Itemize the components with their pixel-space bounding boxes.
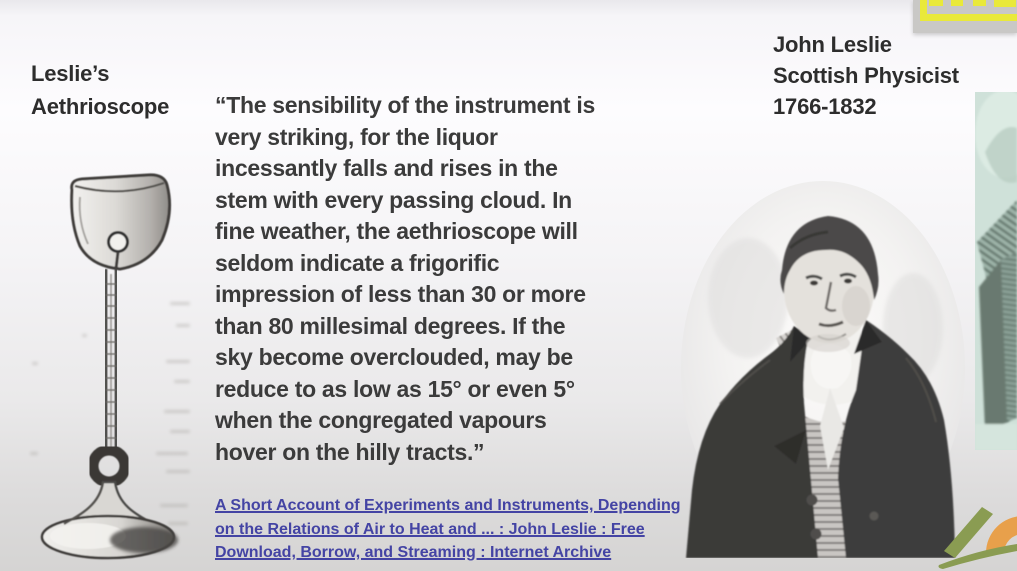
yellow-text-fragment [973, 0, 986, 6]
right-caption-name: John Leslie [773, 32, 892, 57]
left-caption-line1: Leslie’s [31, 61, 110, 86]
john-leslie-portrait [678, 178, 968, 558]
citation-link-line3[interactable]: Download, Borrow, and Streaming : Internet Archive [215, 544, 612, 561]
quote-line: when the congregated vapours [215, 407, 547, 433]
quote-line: incessantly falls and rises in the [215, 155, 558, 181]
side-engraving [975, 92, 1017, 450]
portrait-button [870, 512, 879, 521]
aethrioscope-base [42, 482, 178, 558]
citation-link[interactable] [215, 494, 715, 565]
quote-line: than 80 millesimal degrees. If the [215, 312, 566, 339]
quote-line: reduce to as low as 15° or even 5° [215, 375, 575, 402]
yellow-text-fragment [994, 0, 1016, 7]
quote-line: hover on the hilly tracts.” [215, 438, 485, 465]
quote-line: sky become overclouded, may be [215, 344, 573, 370]
aethrioscope-stem [106, 269, 116, 452]
portrait-button [811, 529, 822, 540]
portrait-engraving [678, 178, 968, 558]
left-caption-line2: Aethrioscope [31, 94, 170, 119]
yellow-text-fragment [951, 0, 963, 6]
right-caption-dates: 1766-1832 [773, 94, 877, 119]
quote-line: seldom indicate a frigorific [215, 249, 500, 276]
quote-line: fine weather, the aethrioscope will [215, 218, 578, 244]
left-caption [31, 57, 169, 123]
side-image [975, 92, 1017, 450]
yellow-frame-bottom [920, 14, 1017, 21]
aethrioscope-ring [93, 450, 125, 482]
yellow-text-fragment [929, 0, 943, 6]
corner-logo [933, 488, 1017, 571]
quote-line: “The sensibility of the instrument is [215, 92, 595, 118]
citation-link-line2[interactable]: on the Relations of Air to Heat and ... : John Leslie : Free [215, 520, 645, 538]
aethrioscope-figure [28, 152, 203, 567]
quote-line: impression of less than 30 or more [215, 281, 586, 307]
right-caption-role: Scottish Physicist [773, 63, 959, 88]
quote-line: stem with every passing cloud. In [215, 186, 572, 213]
right-caption [773, 29, 959, 122]
quote-line: very striking, for the liquor [215, 123, 498, 150]
aethrioscope-engraving [28, 152, 203, 567]
citation-link-line1[interactable]: A Short Account of Experiments and Instruments, Depending [215, 497, 681, 514]
hill-sun-logo [933, 488, 1017, 571]
quote-block [215, 90, 695, 468]
portrait-button [807, 495, 818, 506]
top-right-logo-box [913, 0, 1017, 33]
aethrioscope-bowl [72, 175, 170, 269]
